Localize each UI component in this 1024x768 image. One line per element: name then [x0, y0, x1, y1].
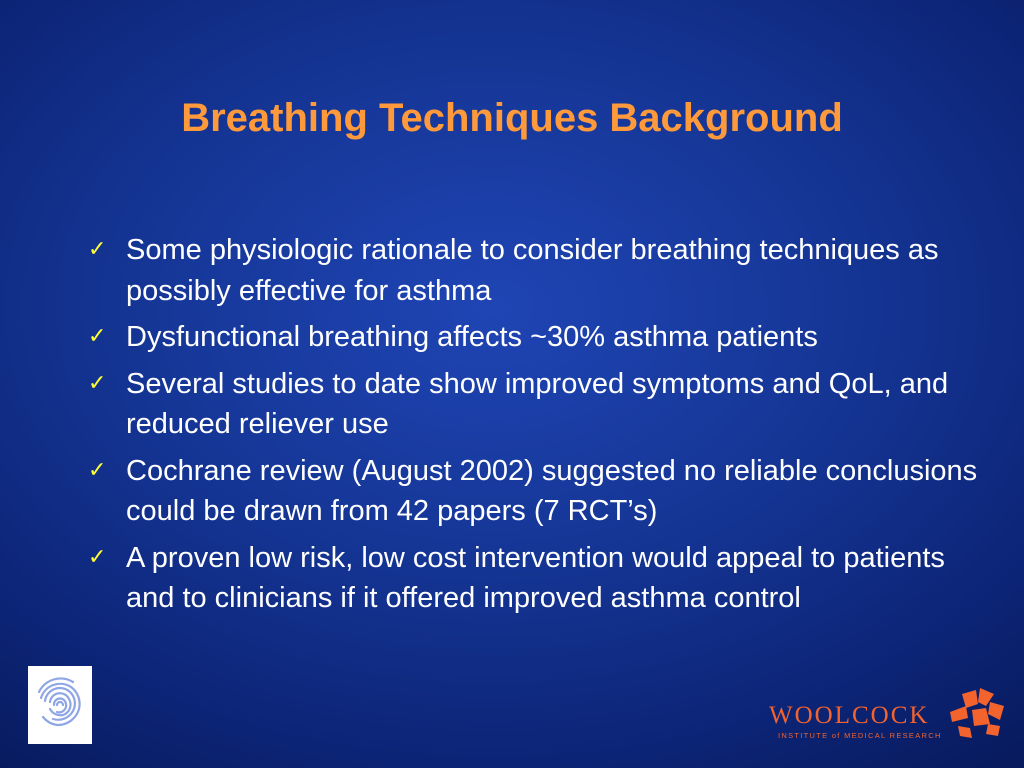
woolcock-subtitle: INSTITUTE of MEDICAL RESEARCH [778, 731, 942, 740]
bullet-item [88, 538, 988, 619]
checkmark-icon: ✓ [88, 237, 107, 262]
bullet-text: Several studies to date show improved symptoms and QoL, and reduced reliever use [126, 367, 949, 440]
checkmark-icon: ✓ [88, 370, 107, 396]
spiral-logo [28, 666, 92, 744]
bullet-list [88, 230, 988, 625]
bullet-text: Dysfunctional breathing affects ~30% asthma patients [126, 321, 818, 353]
bullet-text: Some physiologic rationale to consider breathing techniques as possibly effective for asthma [126, 234, 939, 307]
checkmark-icon: ✓ [88, 457, 107, 483]
woolcock-logo [766, 688, 1006, 748]
woolcock-name: WOOLCOCK [769, 702, 930, 729]
bullet-item [88, 451, 988, 532]
checkmark-icon: ✓ [88, 324, 107, 349]
bullet-text: A proven low risk, low cost intervention would appeal to patients and to clinicians if it offered improved asthma control [126, 541, 945, 614]
spiral-logo-icon [28, 666, 92, 744]
woolcock-mark-icon [948, 688, 1004, 738]
checkmark-icon: ✓ [88, 544, 107, 570]
bullet-text: Cochrane review (August 2002) suggested no reliable conclusions could be drawn from 42 papers (7 RCT’s) [126, 454, 978, 527]
bullet-item [88, 317, 988, 358]
slide-title: Breathing Techniques Background [181, 96, 843, 140]
bullet-item [88, 364, 988, 445]
bullet-item [88, 230, 988, 311]
